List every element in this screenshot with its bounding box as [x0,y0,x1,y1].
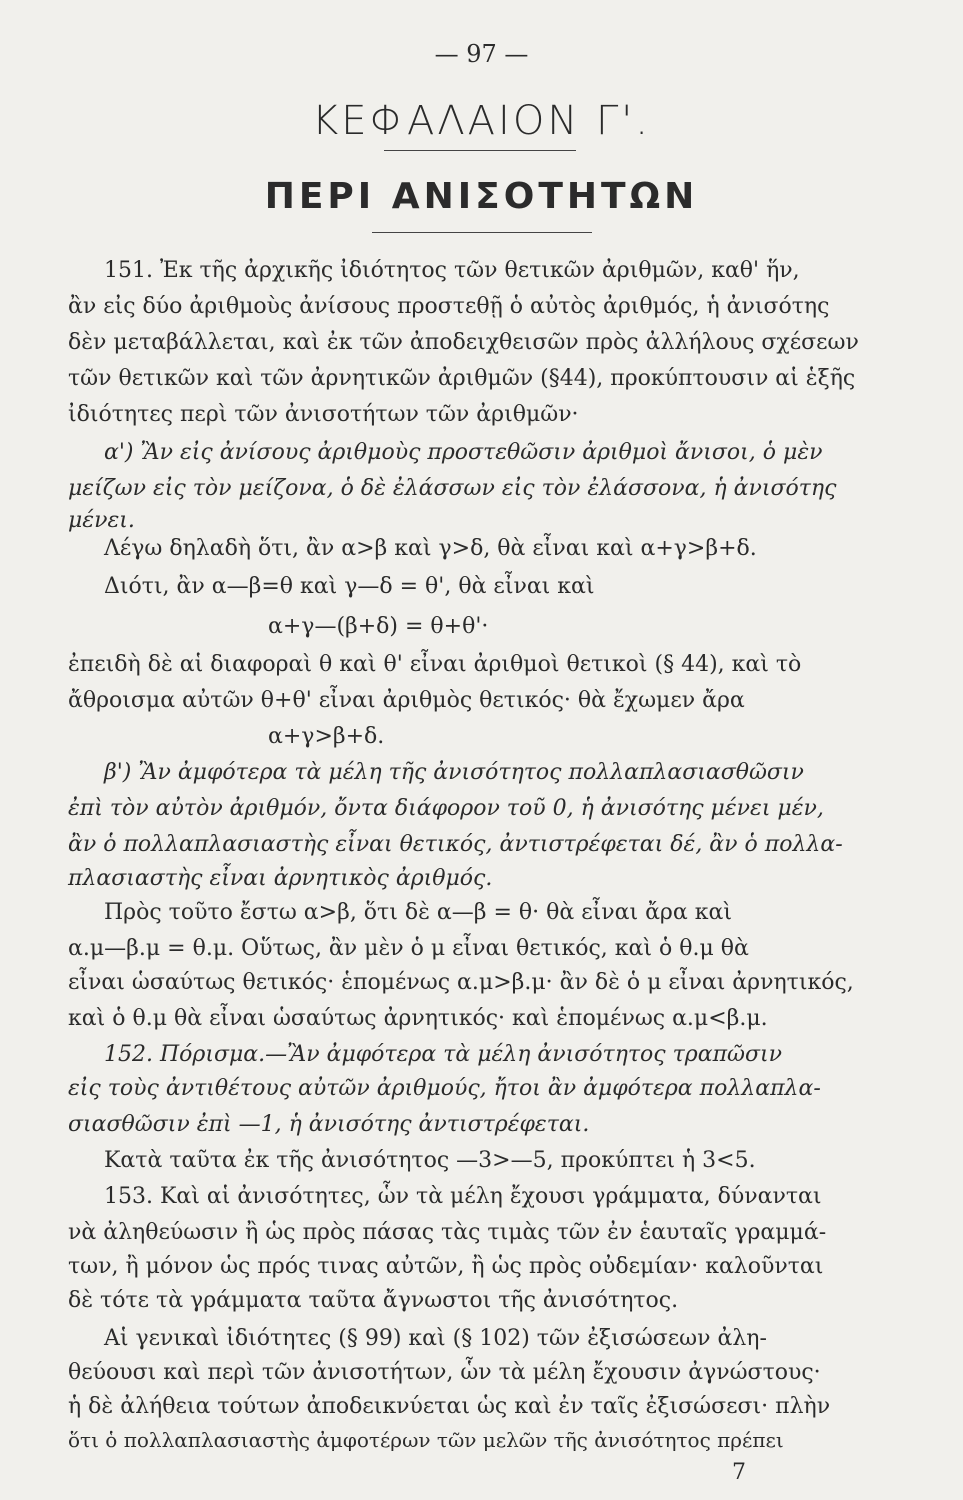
text-line: β') Ἂν ἀμφότερα τὰ μέλη τῆς ἀνισότητος πολλαπλασιασθῶσιν [104,760,804,785]
text-line: ἄθροισμα αὐτῶν θ+θ' εἶναι ἀριθμὸς θετικός· θὰ ἔχωμεν ἄρα [68,688,745,713]
signature-mark: 7 [732,1460,746,1485]
chapter-heading: ΚΕΦΑΛΑΙΟΝ Γ'. [312,98,651,144]
text-line: μένει. [68,508,135,533]
text-line: Κατὰ ταῦτα ἐκ τῆς ἀνισότητος —3>—5, προκύπτει ἡ 3<5. [104,1148,756,1173]
text-line: α.μ—β.μ = θ.μ. Οὕτως, ἂν μὲν ὁ μ εἶναι θετικός, καὶ ὁ θ.μ θὰ [68,936,749,961]
text-line: ἰδιότητες περὶ τῶν ἀνισοτήτων τῶν ἀριθμῶν· [68,402,579,427]
text-line: δὲ τότε τὰ γράμματα ταῦτα ἄγνωστοι τῆς ἀνισότητος. [68,1288,679,1313]
text-line: ἐπὶ τὸν αὐτὸν ἀριθμόν, ὄντα διάφορον τοῦ 0, ἡ ἀνισότης μένει μέν, [68,796,824,821]
text-line: πλασιαστὴς εἶναι ἀρνητικὸς ἀριθμός. [68,866,493,891]
text-line: ἐπειδὴ δὲ αἱ διαφοραὶ θ καὶ θ' εἶναι ἀριθμοὶ θετικοὶ (§ 44), καὶ τὸ [68,652,802,677]
text-line: ἂν ὁ πολλαπλασιαστὴς εἶναι θετικός, ἀντιστρέφεται δέ, ἂν ὁ πολλα- [68,832,843,857]
text-line: 151. Ἐκ τῆς ἀρχικῆς ἰδιότητος τῶν θετικῶν ἀριθμῶν, καθ' ἥν, [104,258,800,283]
text-line: 152. Πόρισμα.—Ἂν ἀμφότερα τὰ μέλη ἀνισότητος τραπῶσιν [104,1042,782,1067]
text-line: ὅτι ὁ πολλαπλασιαστὴς ἀμφοτέρων τῶν μελῶν τῆς ἀνισότητος πρέπει [68,1428,784,1452]
text-line: εἰς τοὺς ἀντιθέτους αὐτῶν ἀριθμούς, ἤτοι ἂν ἀμφότερα πολλαπλα- [68,1076,821,1101]
text-line: τῶν θετικῶν καὶ τῶν ἀρνητικῶν ἀριθμῶν (§44), προκύπτουσιν αἱ ἑξῆς [68,366,856,391]
text-line: α+γ>β+δ. [268,724,385,749]
text-line: θεύουσι καὶ περὶ τῶν ἀνισοτήτων, ὧν τὰ μέλη ἔχουσιν ἀγνώστους· [68,1360,821,1385]
divider [372,232,592,233]
text-line: μείζων εἰς τὸν μείζονα, ὁ δὲ ἐλάσσων εἰς τὸν ἐλάσσονα, ἡ ἀνισότης [68,476,837,501]
text-line: των, ἢ μόνον ὡς πρός τινας αὐτῶν, ἢ ὡς πρὸς οὐδεμίαν· καλοῦνται [68,1254,824,1279]
text-line: α') Ἂν εἰς ἀνίσους ἀριθμοὺς προστεθῶσιν ἀριθμοὶ ἄνισοι, ὁ μὲν [104,440,823,465]
text-line: νὰ ἀληθεύωσιν ἢ ὡς πρὸς πάσας τὰς τιμὰς τῶν ἐν ἑαυταῖς γραμμά- [68,1220,827,1245]
page-title: ΠΕΡΙ ΑΝΙΣΟΤΗΤΩΝ [264,176,699,217]
text-line: ἡ δὲ ἀλήθεια τούτων ἀποδεικνύεται ὡς καὶ ἐν ταῖς ἐξισώσεσι· πλὴν [68,1394,831,1419]
text-line: Πρὸς τοῦτο ἔστω α>β, ὅτι δὲ α—β = θ· θὰ εἶναι ἄρα καὶ [104,900,732,925]
text-line: καὶ ὁ θ.μ θὰ εἶναι ὡσαύτως ἀρνητικός· καὶ ἑπομένως α.μ<β.μ. [68,1006,768,1031]
text-line: Αἱ γενικαὶ ἰδιότητες (§ 99) καὶ (§ 102) τῶν ἐξισώσεων ἀλη- [104,1326,767,1351]
text-line: 153. Καὶ αἱ ἀνισότητες, ὧν τὰ μέλη ἔχουσι γράμματα, δύνανται [104,1184,822,1209]
text-line: Διότι, ἂν α—β=θ καὶ γ—δ = θ', θὰ εἶναι καὶ [104,574,595,599]
text-line: α+γ—(β+δ) = θ+θ'· [268,614,489,639]
page-number: — 97 — [434,40,529,68]
text-line: δὲν μεταβάλλεται, καὶ ἐκ τῶν ἀποδειχθεισῶν πρὸς ἀλλήλους σχέσεων [68,330,859,355]
text-line: εἶναι ὡσαύτως θετικός· ἑπομένως α.μ>β.μ· ἂν δὲ ὁ μ εἶναι ἀρνητικός, [68,970,854,995]
text-line: σιασθῶσιν ἐπὶ —1, ἡ ἀνισότης ἀντιστρέφεται. [68,1112,590,1137]
text-line: ἂν εἰς δύο ἀριθμοὺς ἀνίσους προστεθῇ ὁ αὐτὸς ἀριθμός, ἡ ἀνισότης [68,294,830,319]
text-line: Λέγω δηλαδὴ ὅτι, ἂν α>β καὶ γ>δ, θὰ εἶναι καὶ α+γ>β+δ. [104,536,757,561]
divider [384,150,576,151]
